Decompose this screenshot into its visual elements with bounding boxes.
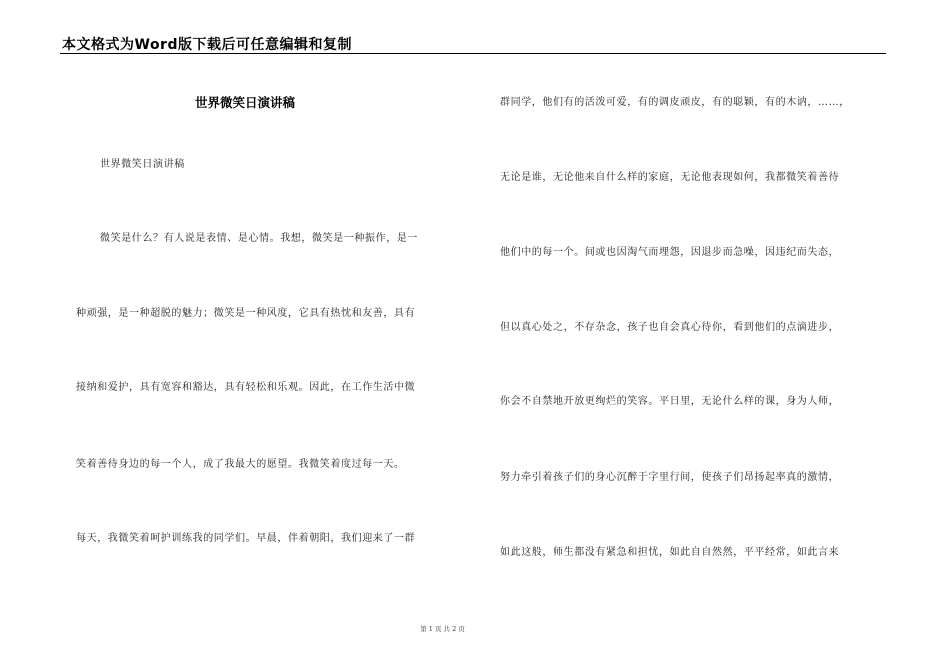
banner-rule (60, 53, 886, 54)
right-line-7: 如此这般，师生都没有紧急和担忧，如此自自然然，平平经常，如此言来 (500, 547, 840, 558)
left-line-6: 每天，我微笑着呵护训练我的同学们。早晨，伴着朝阳，我们迎来了一群 (76, 533, 416, 544)
right-line-3: 他们中的每一个。间或也因淘气而埋怨，因退步而急噪，因违纪而失态， (500, 247, 840, 258)
page-number: 第 1 页 共 2 页 (420, 625, 465, 633)
banner-text: 本文格式为Word版下载后可任意编辑和复制 (62, 37, 352, 53)
left-line-4: 接纳和爱护，具有宽容和豁达，具有轻松和乐观。因此，在工作生活中微 (76, 382, 416, 393)
right-line-5: 你会不自禁地开放更绚烂的笑容。平日里，无论什么样的课，身为人师， (500, 396, 840, 407)
right-line-6: 努力牵引着孩子们的身心沉醉于字里行间，使孩子们昂扬起率真的激情， (500, 472, 840, 483)
left-line-1: 世界微笑日演讲稿 (100, 159, 185, 170)
document-title: 世界微笑日演讲稿 (195, 95, 296, 110)
left-line-5: 笑着善待身边的每一个人，成了我最大的愿望。我微笑着度过每一天。 (76, 459, 405, 470)
right-line-4: 但以真心处之，不存杂念，孩子也自会真心待你，看到他们的点滴进步， (500, 322, 840, 333)
left-line-2: 微笑是什么？有人说是表情、是心情。我想，微笑是一种振作，是一 (100, 233, 418, 244)
right-line-2: 无论是谁，无论他来自什么样的家庭，无论他表现如何，我都微笑着善待 (500, 172, 840, 183)
left-line-3: 种顽强，是一种超脱的魅力；微笑是一种风度，它具有热忱和友善，具有 (76, 308, 416, 319)
right-line-1: 群同学，他们有的活泼可爱，有的调皮顽皮，有的聪颖，有的木讷，……， (500, 97, 850, 108)
